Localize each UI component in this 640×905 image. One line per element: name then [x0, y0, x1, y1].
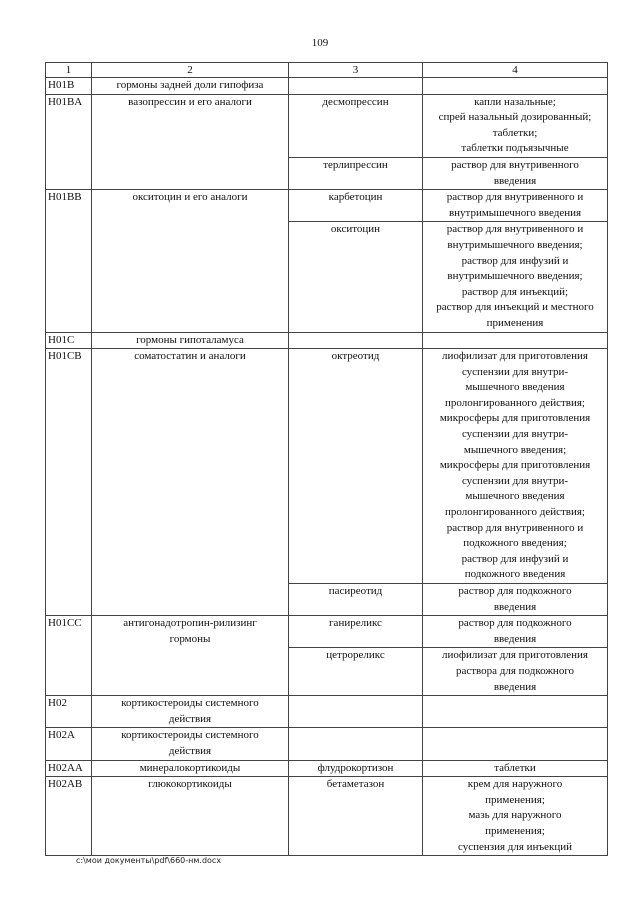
- atc-code: H01B: [46, 78, 92, 95]
- drug-name: [289, 332, 423, 349]
- medication-table: [45, 62, 608, 856]
- dosage-forms: раствор для подкожного введения: [423, 616, 608, 648]
- header-cell: 1: [46, 63, 92, 78]
- table-row: [46, 777, 608, 856]
- pharmacological-group: соматостатин и аналоги: [92, 349, 289, 616]
- drug-name: бетаметазон: [289, 777, 423, 856]
- atc-code: H02A: [46, 728, 92, 760]
- table-row: [46, 696, 608, 728]
- atc-code: H02AB: [46, 777, 92, 856]
- dosage-forms: лиофилизат для приготовления суспензии для внутри- мышечного введения пролонгированного действия; микросферы для приготовления суспензии для внутри- мышечного введения; микросферы для приготовления суспензии для внутри- мышечного введения пролонгированного действия; раствор для внутривенного и подкожного введения; раствор для инфузий и подкожного введения: [423, 349, 608, 584]
- table-row: [46, 190, 608, 222]
- dosage-forms: лиофилизат для приготовления раствора для подкожного введения: [423, 648, 608, 696]
- header-cell: 2: [92, 63, 289, 78]
- pharmacological-group: кортикостероиды системного действия: [92, 696, 289, 728]
- dosage-forms: [423, 696, 608, 728]
- table-row: [46, 94, 608, 157]
- drug-name: цетрореликс: [289, 648, 423, 696]
- header-cell: 4: [423, 63, 608, 78]
- dosage-forms: таблетки: [423, 760, 608, 777]
- table-row: [46, 760, 608, 777]
- dosage-forms: раствор для внутривенного и внутримышечного введения: [423, 190, 608, 222]
- dosage-forms: раствор для подкожного введения: [423, 584, 608, 616]
- pharmacological-group: гормоны гипоталамуса: [92, 332, 289, 349]
- pharmacological-group: вазопрессин и его аналоги: [92, 94, 289, 190]
- drug-name: [289, 728, 423, 760]
- table-row: [46, 332, 608, 349]
- atc-code: H01CB: [46, 349, 92, 616]
- dosage-forms: [423, 728, 608, 760]
- table-body: [46, 63, 608, 856]
- drug-name: терлипрессин: [289, 157, 423, 189]
- drug-name: [289, 78, 423, 95]
- atc-code: H01CC: [46, 616, 92, 696]
- footer-file-path: c:\мои документы\pdf\660-нм.docx: [76, 856, 222, 865]
- drug-name: октреотид: [289, 349, 423, 584]
- atc-code: H02: [46, 696, 92, 728]
- pharmacological-group: кортикостероиды системного действия: [92, 728, 289, 760]
- atc-code: H01C: [46, 332, 92, 349]
- table-row: [46, 616, 608, 648]
- drug-name: карбетоцин: [289, 190, 423, 222]
- atc-code: H01BB: [46, 190, 92, 332]
- pharmacological-group: глюкокортикоиды: [92, 777, 289, 856]
- header-cell: 3: [289, 63, 423, 78]
- table-row: [46, 349, 608, 584]
- dosage-forms: капли назальные; спрей назальный дозированный; таблетки; таблетки подъязычные: [423, 94, 608, 157]
- atc-code: H02AA: [46, 760, 92, 777]
- pharmacological-group: минералокортикоиды: [92, 760, 289, 777]
- drug-name: [289, 696, 423, 728]
- pharmacological-group: окситоцин и его аналоги: [92, 190, 289, 332]
- page-number: 109: [311, 37, 329, 49]
- pharmacological-group: гормоны задней доли гипофиза: [92, 78, 289, 95]
- drug-name: десмопрессин: [289, 94, 423, 157]
- drug-name: пасиреотид: [289, 584, 423, 616]
- drug-name: окситоцин: [289, 222, 423, 332]
- table-row: [46, 728, 608, 760]
- dosage-forms: [423, 78, 608, 95]
- header-row: [46, 63, 608, 78]
- dosage-forms: раствор для внутривенного и внутримышечного введения; раствор для инфузий и внутримышечного введения; раствор для инъекций; раствор для инъекций и местного применения: [423, 222, 608, 332]
- dosage-forms: раствор для внутривенного введения: [423, 157, 608, 189]
- atc-code: H01BA: [46, 94, 92, 190]
- dosage-forms: крем для наружного применения; мазь для наружного применения; суспензия для инъекций: [423, 777, 608, 856]
- dosage-forms: [423, 332, 608, 349]
- drug-name: флудрокортизон: [289, 760, 423, 777]
- pharmacological-group: антигонадотропин-рилизинг гормоны: [92, 616, 289, 696]
- drug-name: ганиреликс: [289, 616, 423, 648]
- table-row: [46, 78, 608, 95]
